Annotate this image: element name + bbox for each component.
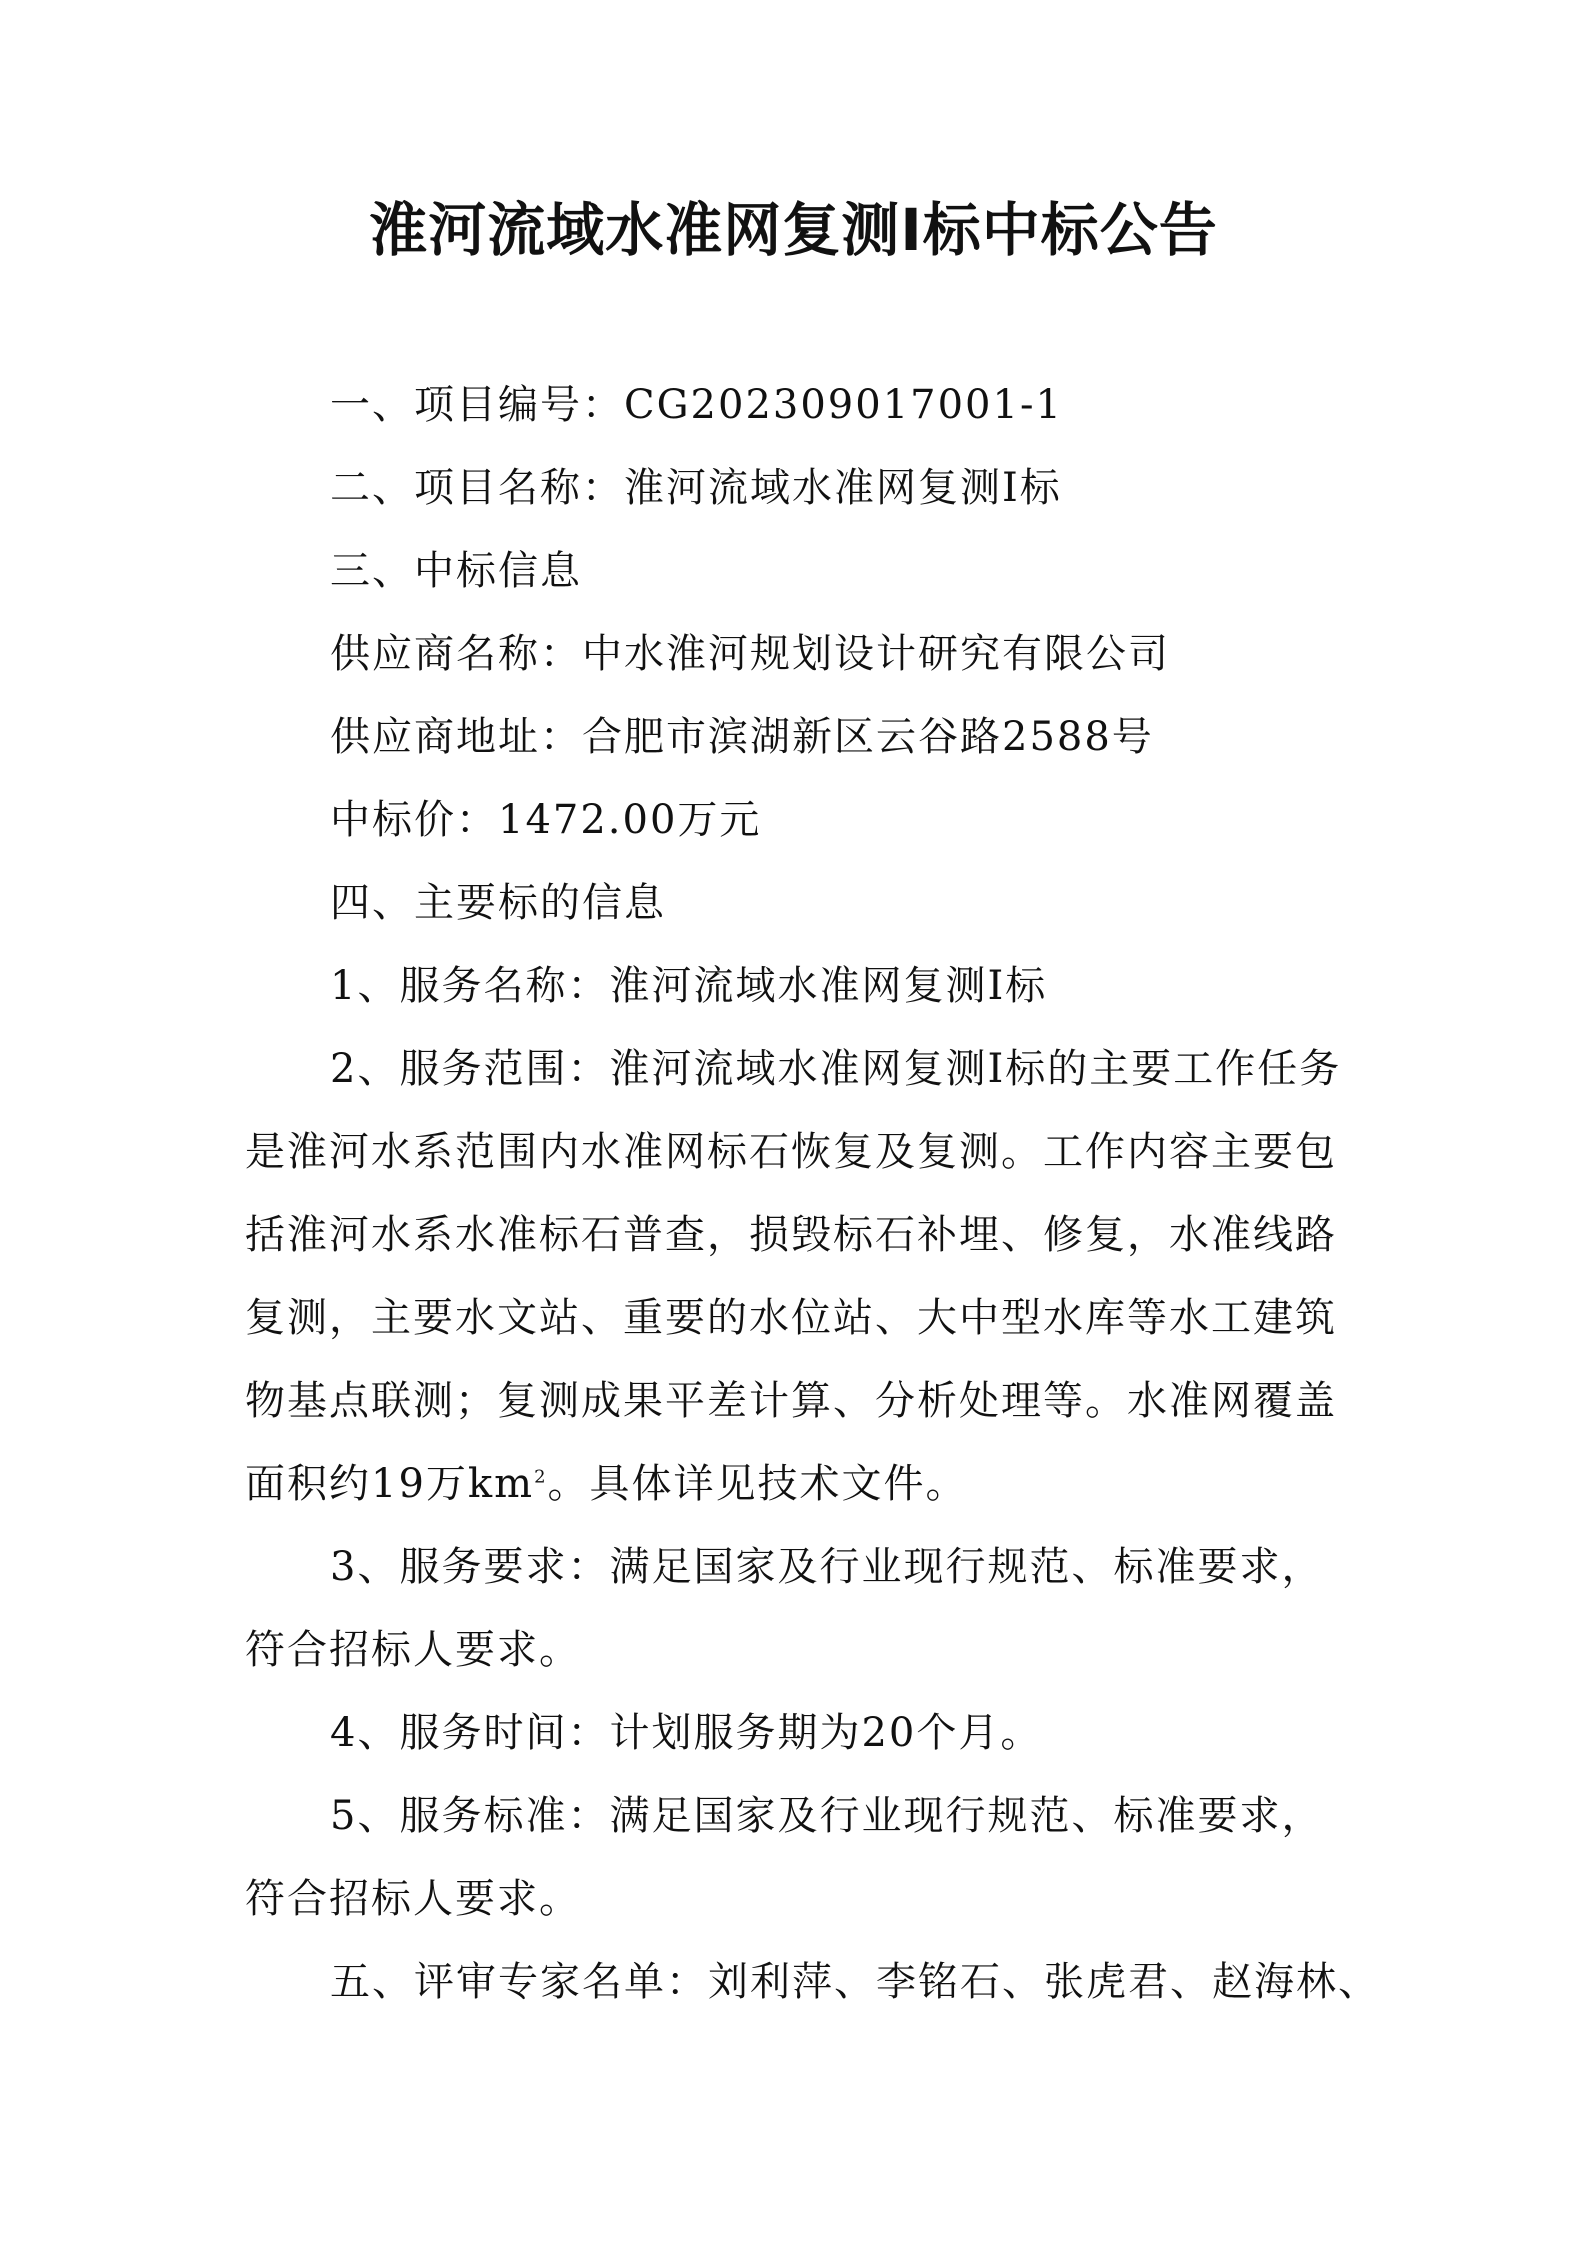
service-scope-tail: 。具体详见技术文件。 [547, 1461, 968, 1507]
service-scope-paragraph [245, 1028, 1345, 1526]
service-name-line: 1、服务名称：淮河流域水准网复测Ⅰ标 [330, 963, 1048, 1009]
superscript-exponent: 2 [534, 1466, 548, 1488]
experts-line: 五、评审专家名单：刘利萍、李铭石、张虎君、赵海林、 [330, 1959, 1380, 2005]
document-body [245, 364, 1380, 2024]
supplier-name-line: 供应商名称：中水淮河规划设计研究有限公司 [330, 631, 1170, 677]
service-time-line: 4、服务时间：计划服务期为20个月。 [330, 1710, 1043, 1756]
project-name-line: 二、项目名称：淮河流域水准网复测Ⅰ标 [330, 465, 1062, 511]
page-title: 淮河流域水准网复测Ⅰ标中标公告 [369, 196, 1218, 264]
project-number-line: 一、项目编号：CG202309017001-1 [330, 382, 1063, 428]
supplier-address-line: 供应商地址：合肥市滨湖新区云谷路2588号 [330, 714, 1154, 760]
service-standard-paragraph: 5、服务标准：满足国家及行业现行规范、标准要求，符合招标人要求。 [245, 1793, 1324, 1922]
award-price-line: 中标价：1472.00万元 [330, 797, 762, 843]
award-info-heading: 三、中标信息 [330, 548, 582, 594]
service-requirement-paragraph: 3、服务要求：满足国家及行业现行规范、标准要求，符合招标人要求。 [245, 1544, 1324, 1673]
service-scope-text: 2、服务范围：淮河流域水准网复测Ⅰ标的主要工作任务是淮河水系范围内水准网标石恢复及复测。工作内容主要包括淮河水系水准标石普查，损毁标石补埋、修复，水准线路复测，主要水文站、重要的水位站、大中型水库等水工建筑物基点联测；复测成果平差计算、分析处理等。水准网覆盖面积约19万km [245, 1046, 1342, 1507]
main-info-heading: 四、主要标的信息 [330, 880, 666, 926]
